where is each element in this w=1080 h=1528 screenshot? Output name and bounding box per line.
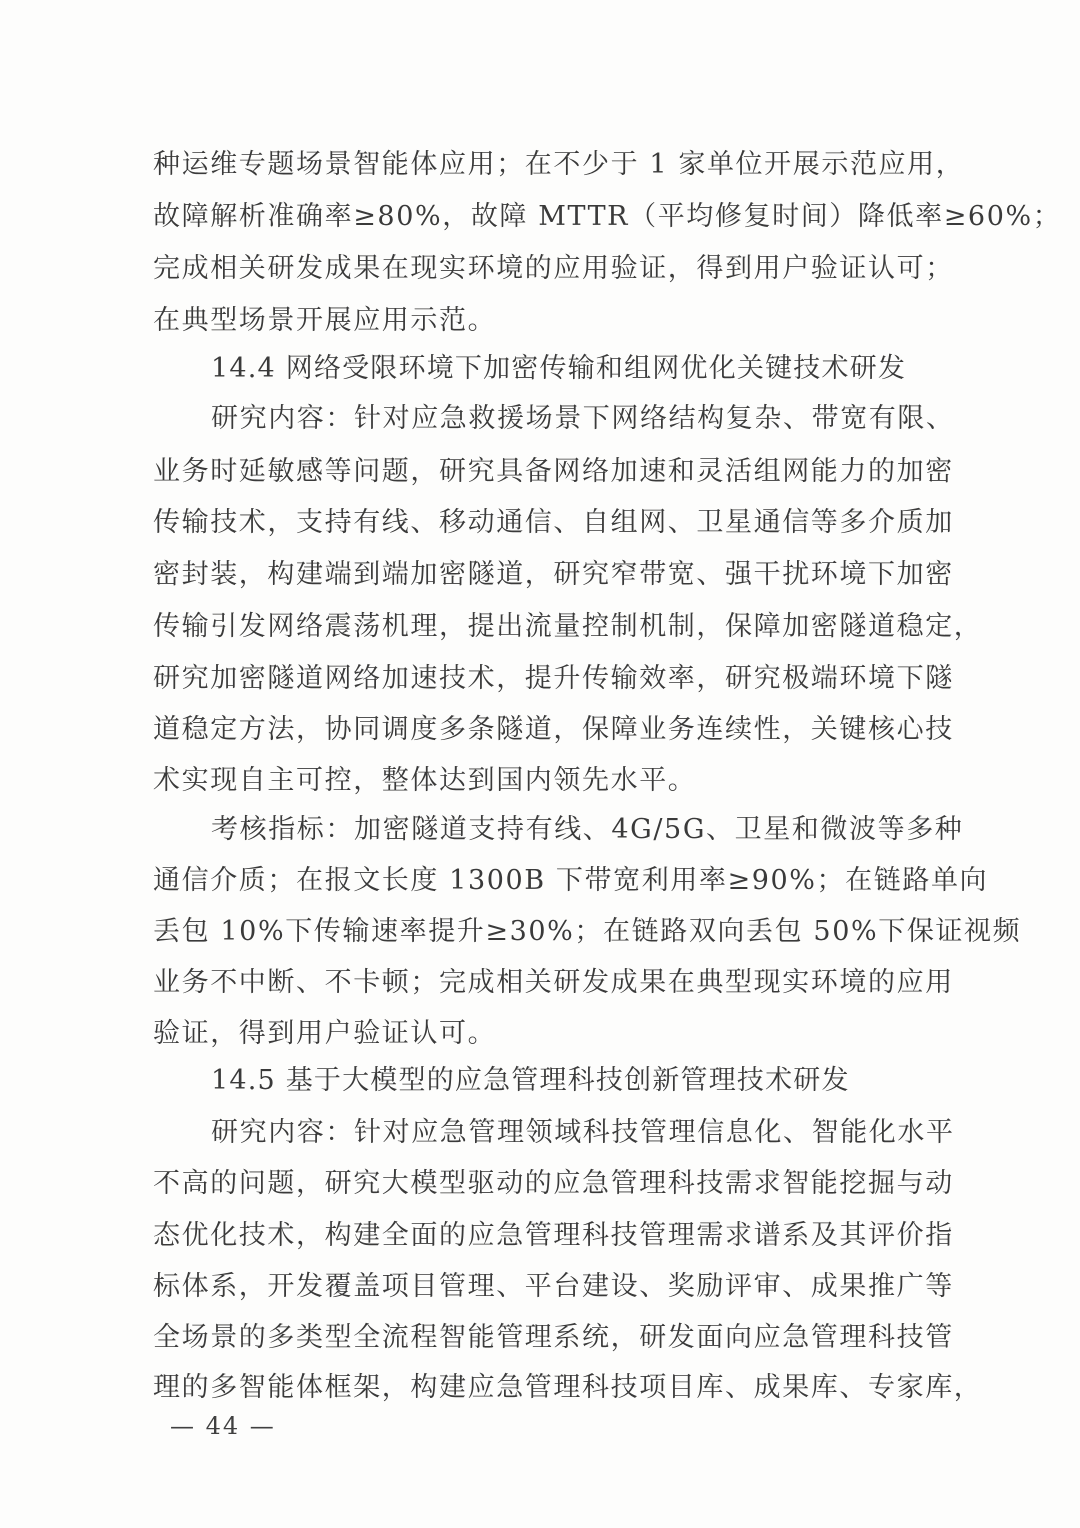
text-line: 理的多智能体框架，构建应急管理科技项目库、成果库、专家库， <box>153 1372 983 1403</box>
text-line: 道稳定方法，协同调度多条隧道，保障业务连续性，关键核心技 <box>153 714 954 745</box>
text-line: 全场景的多类型全流程智能管理系统，研发面向应急管理科技管 <box>153 1322 954 1353</box>
text-line: 通信介质；在报文长度 1300B 下带宽利用率≥90%；在链路单向 <box>153 865 989 896</box>
text-line: 研究内容：针对应急救援场景下网络结构复杂、带宽有限、 <box>211 403 955 434</box>
text-line: 验证，得到用户验证认可。 <box>153 1018 497 1049</box>
text-line: 态优化技术，构建全面的应急管理科技管理需求谱系及其评价指 <box>153 1220 954 1251</box>
text-line: 丢包 10%下传输速率提升≥30%；在链路双向丢包 50%下保证视频 <box>153 916 1022 947</box>
text-line: 不高的问题，研究大模型驱动的应急管理科技需求智能挖掘与动 <box>153 1168 954 1199</box>
text-line: 传输技术，支持有线、移动通信、自组网、卫星通信等多介质加 <box>153 507 954 538</box>
text-line: 研究加密隧道网络加速技术，提升传输效率，研究极端环境下隧 <box>153 663 954 694</box>
text-line: 标体系，开发覆盖项目管理、平台建设、奖励评审、成果推广等 <box>153 1271 954 1302</box>
text-line: 密封装，构建端到端加密隧道，研究窄带宽、强干扰环境下加密 <box>153 559 954 590</box>
text-line: 考核指标：加密隧道支持有线、4G/5G、卫星和微波等多种 <box>211 814 964 845</box>
text-line: 在典型场景开展应用示范。 <box>153 305 497 336</box>
text-line: 业务不中断、不卡顿；完成相关研发成果在典型现实环境的应用 <box>153 967 954 998</box>
text-line: 术实现自主可控，整体达到国内领先水平。 <box>153 765 697 796</box>
section-heading-14-5: 14.5 基于大模型的应急管理科技创新管理技术研发 <box>211 1065 850 1096</box>
page-number: — 44 — <box>170 1412 276 1440</box>
text-line: 业务时延敏感等问题，研究具备网络加速和灵活组网能力的加密 <box>153 456 954 487</box>
text-line: 传输引发网络震荡机理，提出流量控制机制，保障加密隧道稳定， <box>153 611 983 642</box>
section-heading-14-4: 14.4 网络受限环境下加密传输和组网优化关键技术研发 <box>211 353 907 384</box>
text-line: 完成相关研发成果在现实环境的应用验证，得到用户验证认可； <box>153 253 954 284</box>
text-line: 种运维专题场景智能体应用；在不少于 1 家单位开展示范应用， <box>153 149 965 180</box>
text-line: 研究内容：针对应急管理领域科技管理信息化、智能化水平 <box>211 1117 955 1148</box>
text-line: 故障解析准确率≥80%，故障 MTTR（平均修复时间）降低率≥60%； <box>153 201 1062 232</box>
